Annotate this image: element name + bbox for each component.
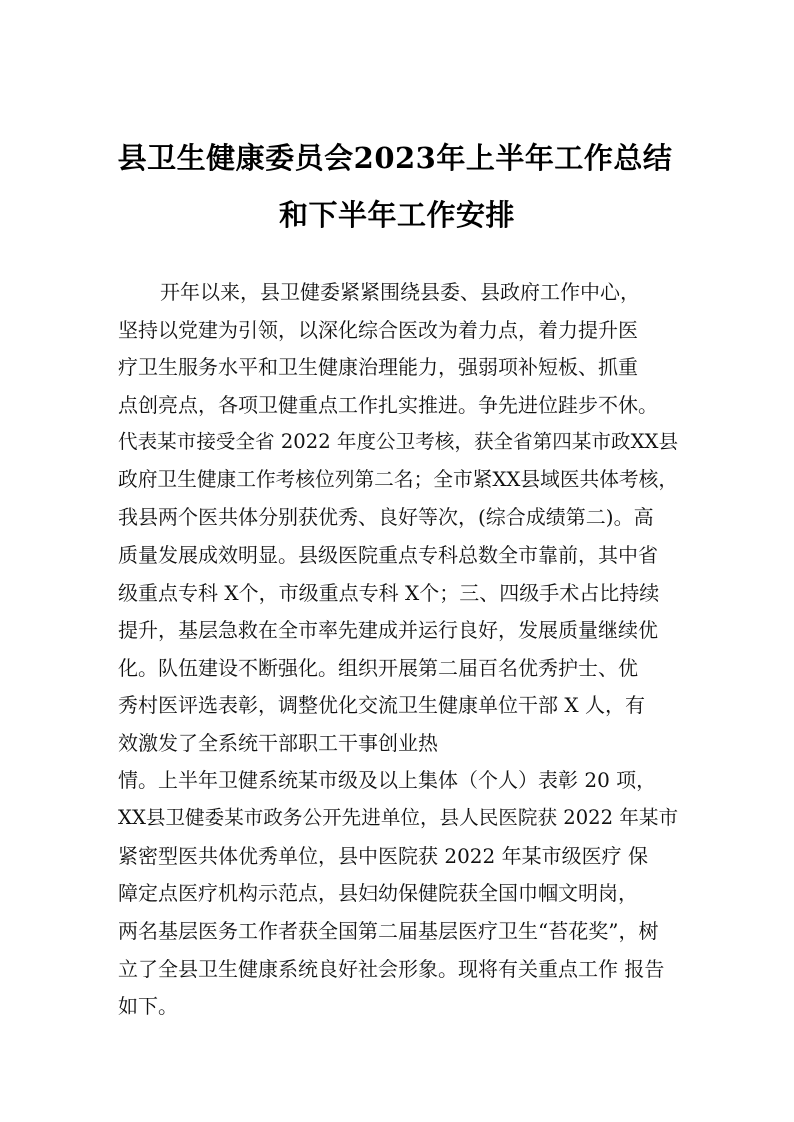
body-line-20: 如下。 <box>118 994 178 1018</box>
body-line-7: 我县两个医共体分别获优秀、良好等次，(综合成绩第二)。高 <box>118 505 654 529</box>
body-line-18: 两名基层医务工作者获全国第二届基层医疗卫生“苔花奖”，树 <box>118 919 659 943</box>
body-line-9: 级重点专科 X个，市级重点专科 X个；三、四级手术占比持续 <box>118 581 660 605</box>
body-line-5: 代表某市接受全省 2022 年度公卫考核，获全省第四某市政XX县 <box>118 430 679 453</box>
body-line-6: 政府卫生健康工作考核位列第二名；全市紧XX县域医共体考核， <box>118 468 679 491</box>
body-line-4: 点创亮点，各项卫健重点工作扎实推进。争先进位跬步不休。 <box>118 393 658 417</box>
body-line-19: 立了全县卫生健康系统良好社会形象。现将有关重点工作 报告 <box>118 957 665 981</box>
body-line-13: 效激发了全系统干部职工干事创业热 <box>118 731 438 755</box>
body-line-17: 障定点医疗机构示范点，县妇幼保健院获全国巾帼文明岗， <box>118 881 638 905</box>
body-line-16: 紧密型医共体优秀单位，县中医院获 2022 年某市级医疗 保 <box>118 844 648 868</box>
body-line-12: 秀村医评选表彰，调整优化交流卫生健康单位干部 X 人，有 <box>118 693 645 717</box>
body-line-11: 化。队伍建设不断强化。组织开展第二届百名优秀护士、优 <box>118 656 638 680</box>
body-line-1: 开年以来，县卫健委紧紧围绕县委、县政府工作中心， <box>160 280 640 304</box>
body-line-2: 坚持以党建为引领，以深化综合医改为着力点，着力提升医 <box>118 318 638 342</box>
body-line-10: 提升，基层急救在全市率先建成并运行良好，发展质量继续优 <box>118 618 658 642</box>
document-title-line-2: 和下半年工作安排 <box>278 198 515 232</box>
body-line-8: 质量发展成效明显。县级医院重点专科总数全市靠前，其中省 <box>118 543 658 567</box>
body-line-15: XX县卫健委某市政务公开先进单位，县人民医院获 2022 年某市 <box>118 806 679 829</box>
body-line-14: 情。上半年卫健系统某市级及以上集体（个人）表彰 20 项， <box>118 768 657 792</box>
document-title-line-1: 县卫生健康委员会2023年上半年工作总结 <box>117 141 673 175</box>
body-line-3: 疗卫生服务水平和卫生健康治理能力，强弱项补短板、抓重 <box>118 355 638 379</box>
